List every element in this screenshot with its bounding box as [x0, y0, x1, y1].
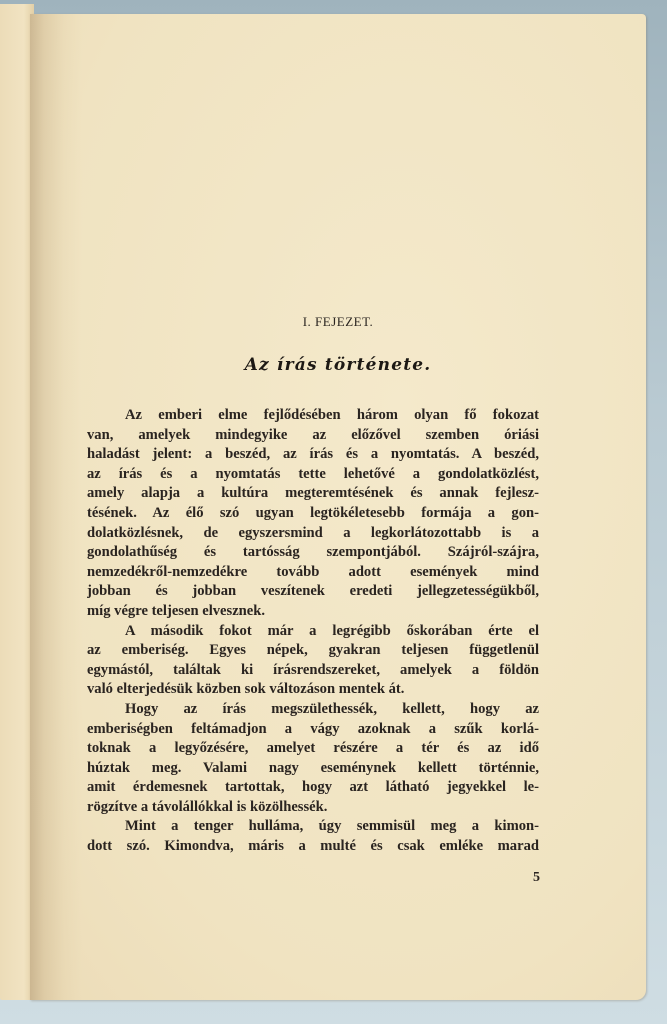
text-line: amely alapja a kultúra megteremtésének és annak fejlesz-: [87, 485, 539, 502]
text-line: haladást jelent: a beszéd, az írás és a nyomtatás. A beszéd,: [87, 446, 539, 463]
text-line: húztak meg. Valami nagy eseménynek kellett történnie,: [87, 759, 539, 776]
book-page: [30, 14, 646, 1000]
text-line: egymástól, találtak ki írásrendszereket, amelyek a földön: [87, 661, 539, 678]
text-line: Az emberi elme fejlődésében három olyan fő fokozat: [125, 407, 539, 423]
text-line: Mint a tenger hulláma, úgy semmisül meg a kimon-: [125, 818, 539, 835]
text-line: való elterjedésük közben sok változáson mentek át.: [87, 681, 405, 698]
text-line: A második fokot már a legrégibb őskorában érte el: [125, 622, 539, 639]
text-line: toknak a legyőzésére, amelyet részére a tér és az idő: [87, 740, 539, 757]
text-line: az emberiség. Egyes népek, gyakran teljesen függetlenül: [87, 642, 539, 659]
text-line: míg végre teljesen elvesznek.: [87, 602, 266, 619]
chapter-title: Az írás története.: [244, 355, 432, 375]
text-line: gondolathűség és tartósság szempontjából. Szájról-szájra,: [87, 544, 539, 561]
chapter-label: I. FEJEZET.: [302, 314, 374, 329]
text-line: van, amelyek mindegyike az előzővel szemben óriási: [87, 426, 539, 443]
text-line: dott szó. Kimondva, máris a multé és csak emléke marad: [87, 838, 539, 855]
text-line: rögzítve a távolállókkal is közölhessék.: [87, 798, 328, 815]
text-line: dolatközlésnek, de egyszersmind a legkorlátozottabb is a: [87, 524, 539, 541]
previous-page-edge: [0, 4, 34, 1000]
text-line: jobban és jobban veszítenek eredeti jellegzetességükből,: [87, 583, 539, 600]
page-number: 5: [533, 870, 540, 885]
text-line: tésének. Az élő szó ugyan legtökéletesebb formája a gon-: [87, 504, 539, 521]
text-line: amit érdemesnek tartottak, hogy azt látható jegyekkel le-: [87, 779, 539, 796]
text-line: nemzedékről-nemzedékre tovább adott események mind: [87, 563, 539, 580]
body-text: [87, 406, 539, 857]
text-line: Hogy az írás megszülethessék, kellett, hogy az: [125, 700, 539, 717]
text-line: emberiségben feltámadjon a vágy azoknak a szűk korlá-: [87, 720, 539, 737]
text-line: az írás és a nyomtatás tette lehetővé a gondolatközlést,: [87, 465, 539, 482]
